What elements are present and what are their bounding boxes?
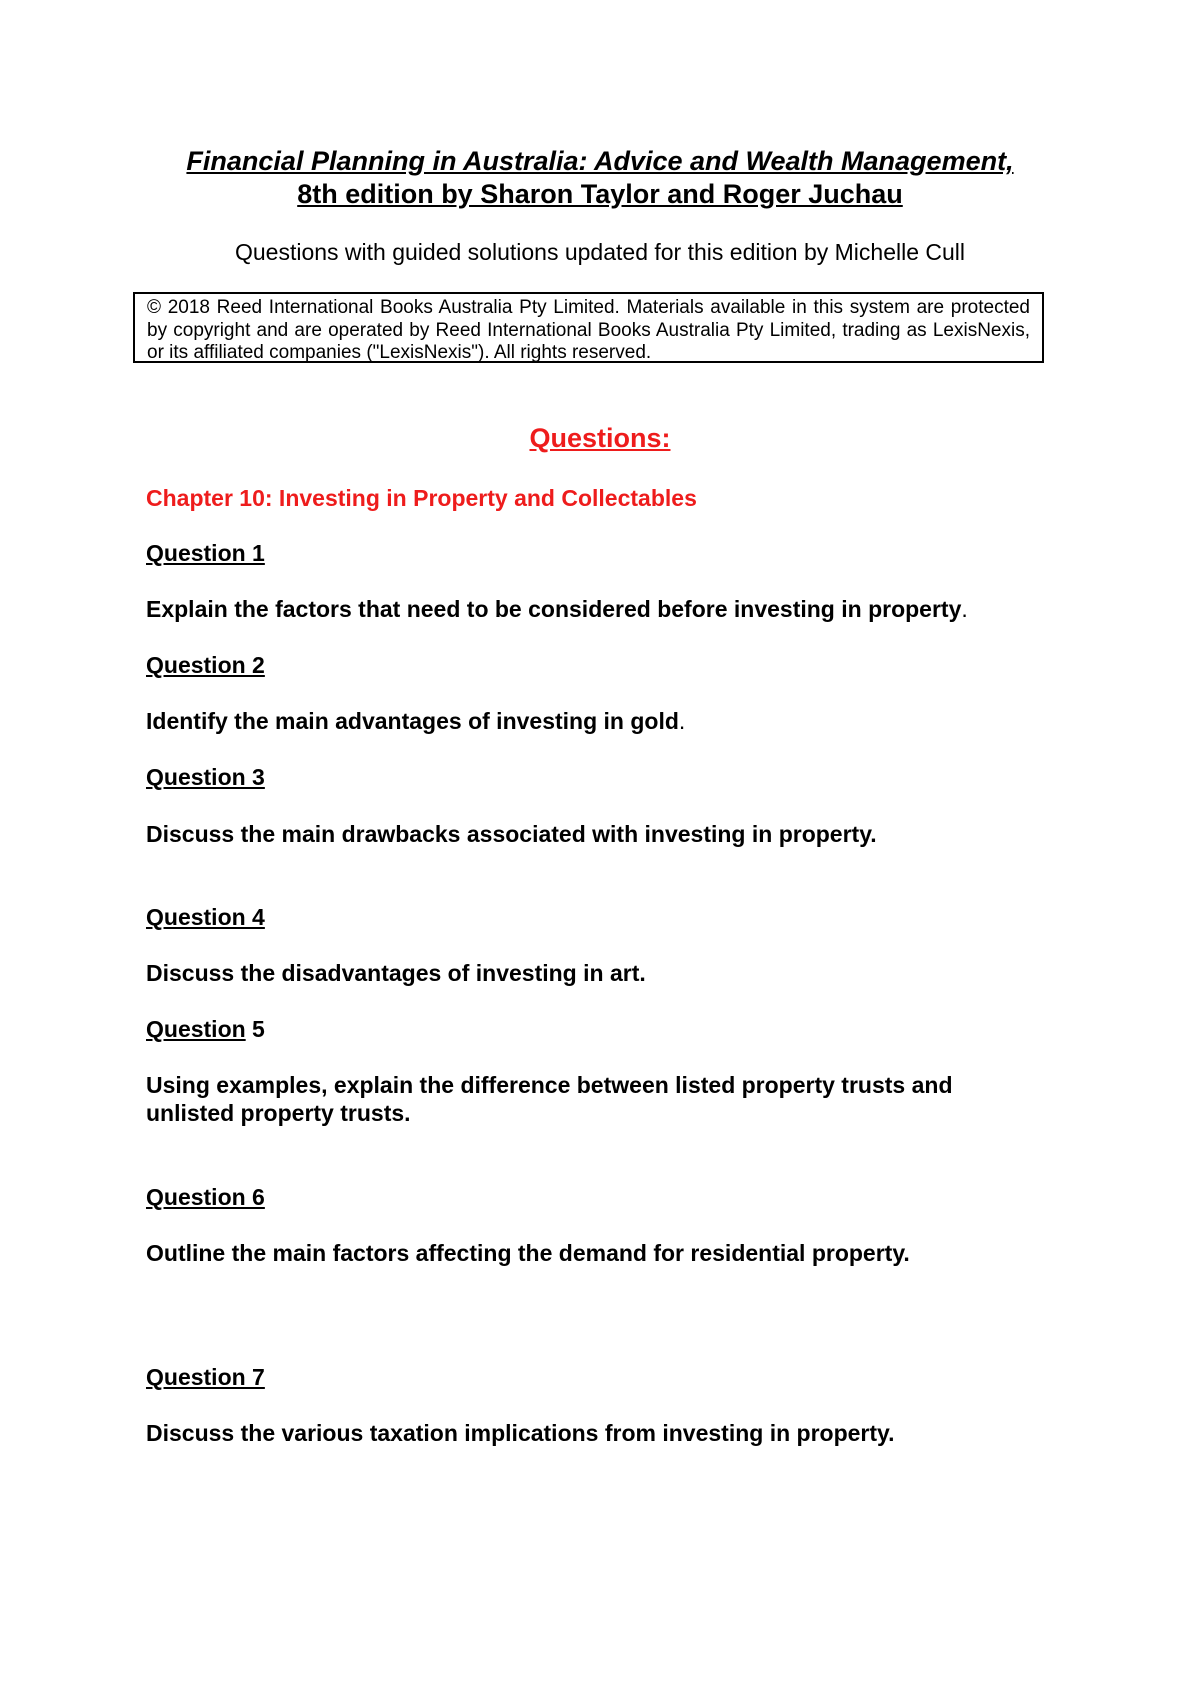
- question-heading-label: Question: [146, 1016, 246, 1042]
- question-heading: [146, 651, 265, 679]
- question-text: [146, 1071, 1026, 1127]
- question-body: Discuss the various taxation implications from investing in property.: [146, 1420, 895, 1446]
- question-heading: [146, 1363, 265, 1391]
- question-heading-label: Question 6: [146, 1184, 265, 1210]
- copyright-notice: © 2018 Reed International Books Australia Pty Limited. Materials available in this system are protected by copyright and are operated by Reed International Books Australia Pty Limited, trading as LexisNexis, or its affiliated companies ("LexisNexis"). All rights reserved.: [133, 292, 1044, 363]
- question-text: [146, 1419, 1026, 1447]
- question-heading: [146, 763, 265, 791]
- question-text: [146, 820, 1026, 848]
- document-subtitle: Questions with guided solutions updated for this edition by Michelle Cull: [234, 239, 966, 265]
- question-body: Outline the main factors affecting the demand for residential property.: [146, 1240, 910, 1266]
- question-heading-label: Question 4: [146, 904, 265, 930]
- question-heading-label: Question 7: [146, 1364, 265, 1390]
- question-text: [146, 707, 1026, 735]
- question-text: [146, 959, 1026, 987]
- question-text: [146, 595, 1026, 623]
- chapter-heading: Chapter 10: Investing in Property and Collectables: [146, 485, 697, 511]
- question-heading-label: Question 1: [146, 540, 265, 566]
- question-body: Discuss the disadvantages of investing in art.: [146, 960, 646, 986]
- question-text: [146, 1239, 1026, 1267]
- question-body: Using examples, explain the difference between listed property trusts and unlisted property trusts.: [146, 1072, 953, 1126]
- questions-heading: Questions:: [529, 423, 671, 453]
- question-end-mark: .: [961, 596, 968, 622]
- question-body: Explain the factors that need to be considered before investing in property: [146, 596, 962, 622]
- question-heading: [146, 1183, 265, 1211]
- book-title-line-1: Financial Planning in Australia: Advice and Wealth Management,: [186, 146, 1014, 176]
- question-heading-label: Question 3: [146, 764, 265, 790]
- question-heading-label: Question 2: [146, 652, 265, 678]
- question-end-mark: .: [678, 708, 686, 734]
- question-body: Discuss the main drawbacks associated with investing in property.: [146, 821, 877, 847]
- question-body: Identify the main advantages of investing in gold: [146, 708, 679, 734]
- question-heading: [146, 1015, 265, 1043]
- question-heading: [146, 539, 265, 567]
- question-heading-suffix: 5: [245, 1016, 265, 1042]
- book-title-line-2: 8th edition by Sharon Taylor and Roger Juchau: [297, 179, 903, 209]
- question-heading: [146, 903, 265, 931]
